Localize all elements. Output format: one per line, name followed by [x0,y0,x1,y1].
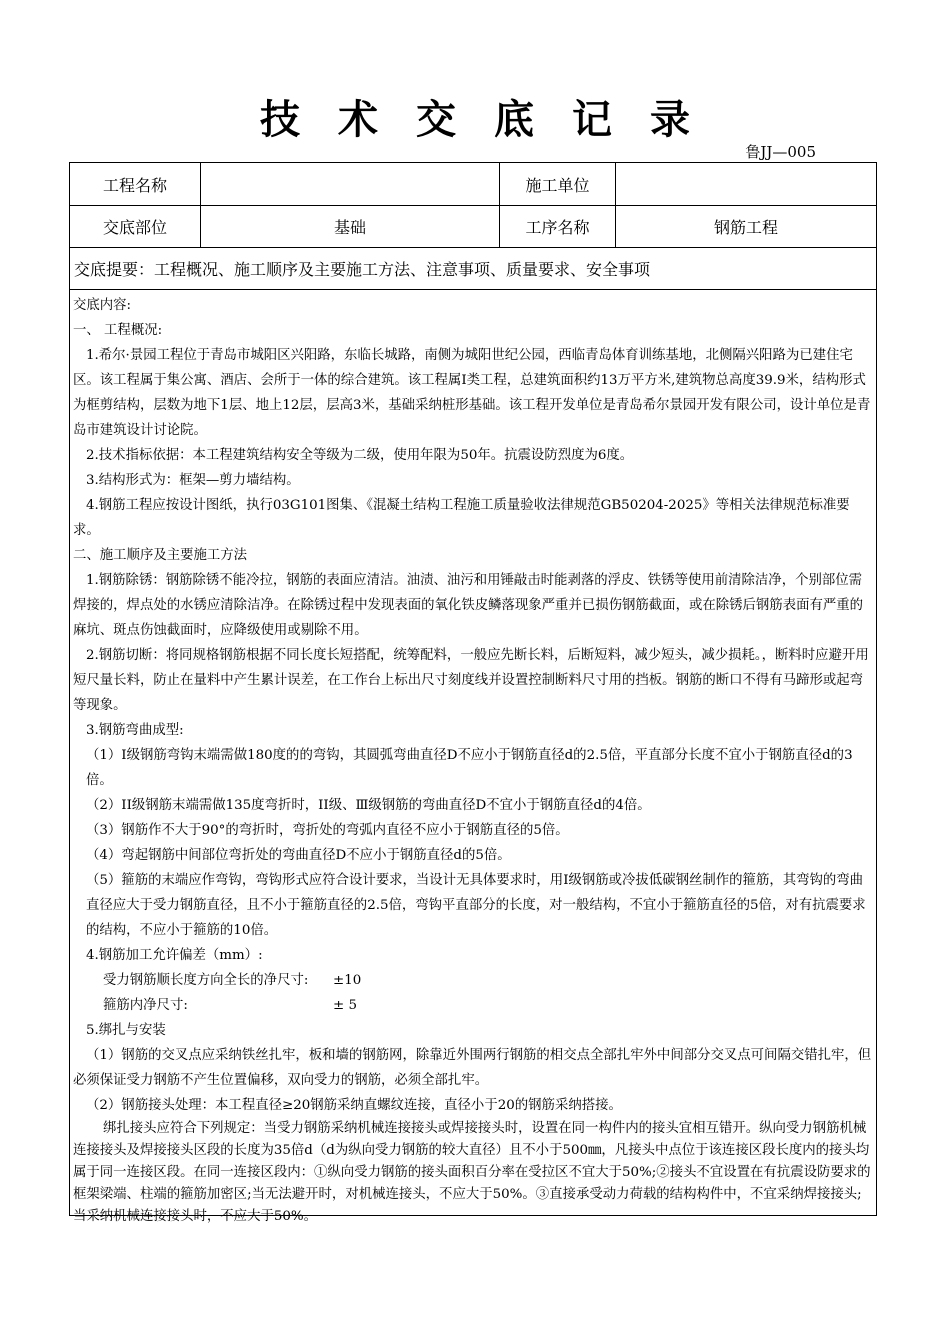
page-title: 技术交底记录 [260,97,728,143]
content-heading: 交底内容: [73,298,132,313]
list-item: （2）II级钢筋末端需做135度弯折时，II级、Ⅲ级钢筋的弯曲直径D不宜小于钢筋直径d的4倍。 [86,798,651,813]
list-item: （2）钢筋接头处理：本工程直径≥20钢筋采纳直螺纹连接，直径小于20的钢筋采纳搭接。 [86,1098,622,1113]
construction-unit-value[interactable] [616,163,876,205]
process-value[interactable]: 钢筋工程 [713,218,778,237]
paragraph: 2.技术指标依据：本工程建筑结构安全等级为二级，使用年限为50年。抗震设防烈度为6度。 [86,448,634,463]
summary-row: 交底提要：工程概况、施工顺序及主要施工方法、注意事项、质量要求、安全事项 [70,248,876,290]
paragraph: 3.结构形式为：框架—剪力墙结构。 [86,473,300,488]
section-title: 一、 工程概况: [73,323,163,338]
paragraph: 4.钢筋加工允许偏差（mm）: [86,948,263,963]
document-code: 鲁JJ—005 [745,143,816,161]
paragraph: 2.钢筋切断：将同规格钢筋根据不同长度长短搭配，统筹配料，一般应先断长料，后断短料，减少短头，减少损耗。，断料时应避开用短尺量长料，防止在量料中产生累计误差，在工作台上标出尺寸刻度线并设置控制断料尺寸用的挡板。钢筋的断口不得有马蹄形或起弯等现象。 [73,648,869,713]
paragraph: 绑扎接头应符合下列规定：当受力钢筋采纳机械连接接头或焊接接头时，设置在同一构件内的接头宜相互错开。纵向受力钢筋机械连接接头及焊接接头区段的长度为35倍d（d为纵向受力钢筋的较大直径）且不小于500㎜，凡接头中点位于该连接区段长度内的接头均属于同一连接区段。在同一连接区段内：①纵向受力钢筋的接头面积百分率在受拉区不宜大于50%;②接头不宜设置在有抗震设防要求的框架梁端、柱端的箍筋加密区;当无法避开时，对机械连接头，不应大于50%。③直接承受动力荷载的结构构件中，不宜采纳焊接接头;当采纳机械连接接头时，不应大于50%。 [73,1121,871,1224]
part-value[interactable]: 基础 [201,206,500,247]
section-title: 二、施工顺序及主要施工方法 [73,548,248,563]
tolerance-row [73,993,873,1018]
list-item: （1）钢筋的交叉点应采纳铁丝扎牢，板和墙的钢筋网，除靠近外围两行钢筋的相交点全部扎牢外中间部分交叉点可间隔交错扎牢，但必须保证受力钢筋不产生位置偏移，双向受力的钢筋，必须全部扎牢。 [73,1048,872,1088]
part-label: 交底部位 [70,206,201,247]
construction-unit-label: 施工单位 [500,163,616,205]
tolerance-row [73,968,873,993]
tolerance-value: ± 5 [333,998,357,1013]
paragraph: 5.绑扎与安装 [86,1023,166,1038]
part-row [70,206,876,248]
tolerance-label: 箍筋内净尺寸: [103,998,188,1013]
tolerance-label: 受力钢筋顺长度方向全长的净尺寸: [103,973,309,988]
paragraph: 3.钢筋弯曲成型: [86,723,184,738]
list-item: （1）I级钢筋弯钩末端需做180度的的弯钩，其圆弧弯曲直径D不应小于钢筋直径d的2.5倍，平直部分长度不宜小于钢筋直径d的3倍。 [86,748,853,788]
paragraph: 4.钢筋工程应按设计图纸，执行03G101图集、《混凝土结构工程施工质量验收法律规范GB50204-2025》等相关法律规范标准要求。 [73,498,850,538]
project-name-label: 工程名称 [70,163,201,205]
paragraph: 1.希尔·景园工程位于青岛市城阳区兴阳路，东临长城路，南侧为城阳世纪公园，西临青岛体育训练基地，北侧隔兴阳路为已建住宅区。该工程属于集公寓、酒店、会所于一体的综合建筑。该工程属Ⅰ类工程，总建筑面积约13万平方米,建筑物总高度39.9米，结构形式为框剪结构，层数为地下1层、地上12层，层高3米，基础采纳桩形基础。该工程开发单位是青岛希尔景园开发有限公司，设计单位是青岛市建筑设计讨论院。 [73,348,871,438]
record-table [69,162,877,1224]
content-section [70,290,876,1228]
list-item: （4）弯起钢筋中间部位弯折处的弯曲直径D不应小于钢筋直径d的5倍。 [86,848,511,863]
process-label: 工序名称 [500,206,616,247]
project-name-value[interactable] [201,163,500,205]
tolerance-value: ±10 [333,973,362,988]
list-item: （3）钢筋作不大于90°的弯折时，弯折处的弯弧内直径不应小于钢筋直径的5倍。 [86,823,569,838]
paragraph: 1.钢筋除锈：钢筋除锈不能冷拉，钢筋的表面应清洁。油渍、油污和用锤敲击时能剥落的浮皮、铁锈等使用前清除洁净，个别部位需焊接的，焊点处的水锈应清除洁净。在除锈过程中发现表面的氧化铁皮鳞落现象严重并已损伤钢筋截面，或在除锈后钢筋表面有严重的麻坑、斑点伤蚀截面时，应降级使用或剔除不用。 [73,573,864,638]
project-row [70,163,876,206]
list-item: （5）箍筋的末端应作弯钩，弯钩形式应符合设计要求，当设计无具体要求时，用I级钢筋或冷拔低碳钢丝制作的箍筋，其弯钩的弯曲直径应大于受力钢筋直径，且不小于箍筋直径的2.5倍，弯钩平直部分的长度，对一般结构，不宜小于箍筋直径的5倍，对有抗震要求的结构，不应小于箍筋的10倍。 [86,873,866,938]
